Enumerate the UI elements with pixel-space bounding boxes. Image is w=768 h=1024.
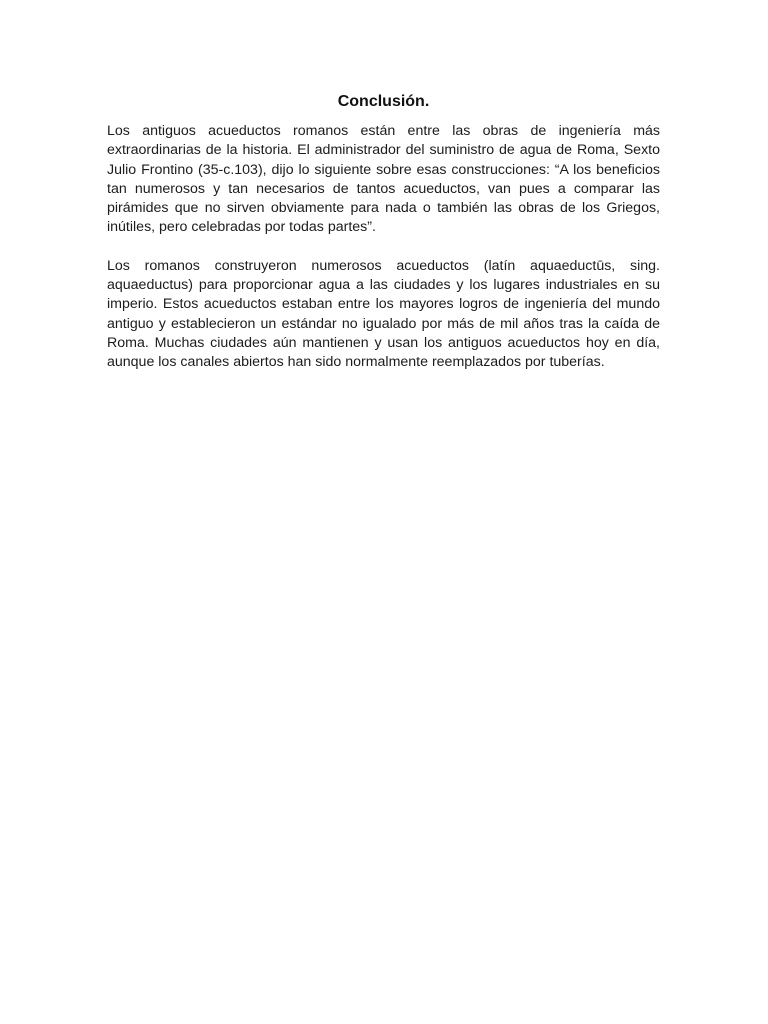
document-title: Conclusión. [337,93,430,110]
paragraph-2: Los romanos construyeron numerosos acueductos (latín aquaeductūs, sing. aquaeductus) para proporcionar agua a las ciudades y los lugares industriales en su imperio. Estos acueductos estaban entre los mayores logros de ingeniería del mundo antiguo y establecieron un estándar no igualado por más de mil años tras la caída de Roma. Muchas ciudades aún mantienen y usan los antiguos acueductos hoy en día, aunque los canales abiertos han sido normalmente reemplazados por tuberías. [107,257,660,371]
document-page [107,92,660,392]
paragraph-1: Los antiguos acueductos romanos están entre las obras de ingeniería más extraordinarias de la historia. El administrador del suministro de agua de Roma, Sexto Julio Frontino (35-c.103), dijo lo siguiente sobre esas construcciones: “A los beneficios tan numerosos y tan necesarios de tantos acueductos, van pues a comparar las pirámides que no sirven obviamente para nada o también las obras de los Griegos, inútiles, pero celebradas por todas partes”. [107,123,660,236]
